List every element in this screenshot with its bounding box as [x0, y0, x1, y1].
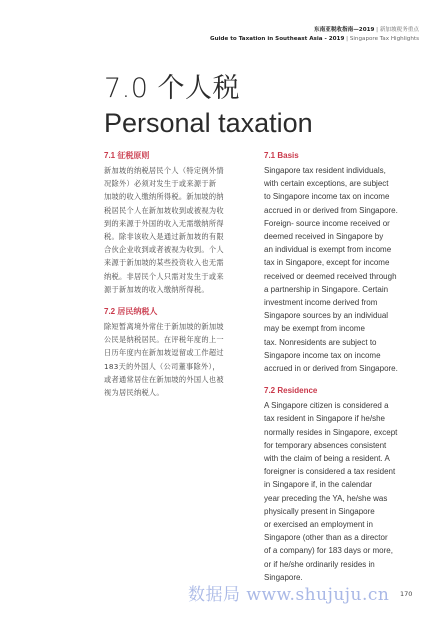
section-heading-residence-en: 7.2 Residence [264, 386, 318, 396]
text-line: Singapore income tax on income [264, 350, 381, 360]
text-line: 加坡的收入缴纳所得税。新加坡的纳 [104, 192, 224, 202]
text-line: or if he/she ordinarily resides in [264, 559, 375, 569]
header-guide-title-cn: 东南亚税收指南—2019 [314, 27, 375, 33]
text-line: with the claim of being a resident. A [264, 454, 390, 464]
text-line: for temporary absences consistent [264, 440, 387, 450]
text-line: received or deemed received through [264, 271, 397, 281]
english-column [264, 150, 414, 584]
text-line: year preceding the YA, he/she was [264, 493, 388, 503]
text-line: tax in Singapore, except for income [264, 258, 390, 268]
text-line: 税居民个人在新加坡收到或被视为收 [104, 205, 224, 215]
paragraph-basis-en [264, 164, 414, 375]
header-separator: | [344, 36, 350, 42]
header-section-en: Singapore Tax Highlights [349, 36, 419, 42]
section-heading-basis-cn: 7.1 征税原则 [104, 151, 150, 160]
section-heading-basis-en: 7.1 Basis [264, 151, 299, 160]
text-line: 除短暂离境外常住于新加坡的新加坡 [104, 322, 224, 332]
text-line: 合伙企业收到或者被视为收到。个人 [104, 245, 224, 255]
text-line: tax. Nonresidents are subject to [264, 337, 377, 347]
text-line: of a company) for 183 days or more, [264, 546, 393, 556]
text-line: 纳税。非居民个人只需对发生于或来 [104, 271, 224, 281]
chapter-title [104, 72, 313, 140]
text-line: to Singapore income tax on income [264, 192, 390, 202]
text-line: accrued in or derived from Singapore. [264, 205, 398, 215]
text-line: Singapore sources by an individual [264, 311, 389, 321]
text-line: 公民是纳税居民。在评税年度的上一 [104, 335, 224, 345]
header-line-english [210, 35, 419, 44]
text-line: 183天的外国人（公司董事除外）， [104, 361, 220, 371]
header-section-cn: 新加坡税务重点 [379, 27, 419, 33]
text-line: an individual is exempt from income [264, 245, 392, 255]
text-line: Singapore tax resident individuals, [264, 166, 386, 175]
watermark-text: 数据局 www.shujuju.cn [188, 585, 390, 605]
text-line: accrued in or derived from Singapore. [264, 364, 398, 374]
text-line: A Singapore citizen is considered a [264, 401, 389, 411]
paragraph-residence-cn [104, 320, 254, 399]
paragraph-basis-cn [104, 164, 254, 296]
header-guide-title-en: Guide to Taxation in Southeast Asia - 2019 [210, 36, 345, 42]
text-line: Singapore (other than as a director [264, 533, 388, 543]
text-line: investment income derived from [264, 298, 378, 308]
text-line: 视为居民纳税人。 [104, 388, 164, 398]
page-number: 170 [400, 590, 413, 598]
text-line: 源于新加坡的收入缴纳所得税。 [104, 284, 209, 294]
paragraph-residence-en [264, 399, 414, 584]
chapter-title-en: Personal taxation [104, 108, 313, 138]
chapter-title-cn: 7.0 个人税 [104, 73, 241, 104]
chinese-column [104, 150, 254, 399]
text-line: 况除外）必须对发生于或来源于新 [104, 179, 217, 189]
text-line: normally resides in Singapore, except [264, 427, 398, 437]
text-line: 来源于新加坡的某些投资收入也无需 [104, 258, 224, 268]
text-line: or exercised an employment in [264, 520, 373, 530]
page-header [210, 26, 419, 44]
text-line: a partnership in Singapore. Certain [264, 284, 389, 294]
text-line: Singapore. [264, 572, 303, 582]
text-line: 到的来源于外国的收入无需缴纳所得 [104, 218, 224, 228]
section-heading-residence-cn: 7.2 居民纳税人 [104, 307, 158, 317]
text-line: 日历年度内在新加坡逗留或工作超过 [104, 348, 224, 358]
text-line: 税。除非该收入是通过新加坡的有限 [104, 232, 224, 242]
text-line: may be exempt from income [264, 324, 365, 334]
text-line: foreigner is considered a tax resident [264, 467, 396, 477]
text-line: with certain exceptions, are subject [264, 179, 389, 189]
text-line: in Singapore if, in the calendar [264, 480, 373, 490]
text-line: 新加坡的纳税居民个人（特定例外情 [104, 166, 224, 175]
text-line: Foreign- source income received or [264, 218, 390, 228]
header-line-chinese [210, 26, 419, 35]
text-line: tax resident in Singapore if he/she [264, 414, 385, 424]
text-line: deemed received in Singapore by [264, 232, 384, 242]
text-line: 或者通常居住在新加坡的外国人也被 [104, 374, 224, 384]
text-line: physically present in Singapore [264, 506, 375, 516]
header-separator: | [374, 27, 380, 33]
